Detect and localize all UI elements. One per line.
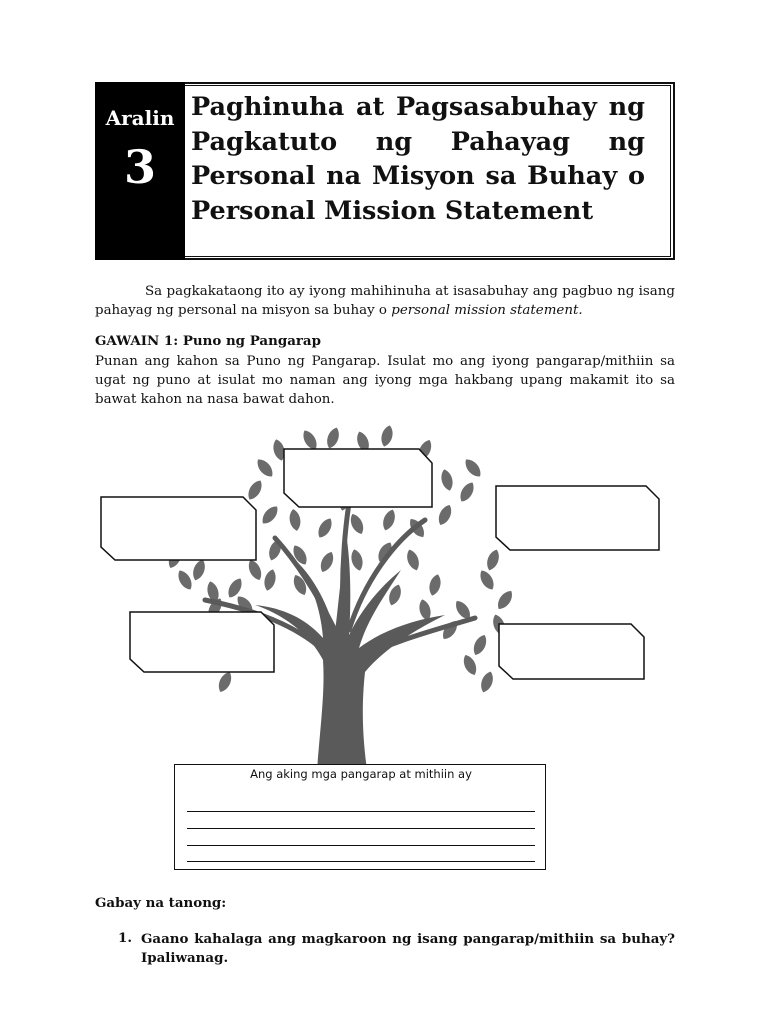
leaf-box-upper-left[interactable] (101, 497, 256, 560)
leaf-shape (259, 503, 281, 527)
leaf-shape (471, 633, 490, 657)
leaf-shape (427, 573, 443, 597)
leaf-shape (349, 548, 365, 572)
leaf-shape (245, 478, 265, 502)
leaf-shape (262, 568, 278, 592)
leaf-shape (461, 653, 480, 677)
leaf-shape (254, 456, 276, 480)
leaf-shape (225, 576, 245, 600)
leaf-shape (484, 548, 501, 572)
lesson-badge (95, 82, 185, 260)
leaf-shape (478, 670, 495, 694)
leaf-shape (315, 516, 335, 540)
activity-instructions: Punan ang kahon sa Puno ng Pangarap. Isulat mo ang iyong pangarap/mithiin sa ugat ng puno at isulat mo naman ang iyong mga hakbang upang makamit ito sa bawat kahon na nasa bawat dahon. (95, 354, 675, 407)
leaf-shape (457, 480, 477, 504)
leaf-shape (477, 568, 497, 592)
dream-answer-label: Ang aking mga pangarap at mithiin ay (250, 767, 472, 781)
tree-trunk (255, 540, 445, 770)
leaf-box-lower-left[interactable] (130, 612, 274, 672)
leaf-shape (379, 424, 395, 448)
intro-text: Sa pagkakataong ito ay iyong mahihinuha at isasabuhay ang pagbuo ng isang pahayag ng personal na misyon sa buhay o (95, 284, 675, 318)
leaf-shape (288, 508, 302, 531)
leaf-shape (494, 588, 515, 612)
leaf-shape (348, 512, 367, 536)
question-text: Gaano kahalaga ang magkaroon ng isang pangarap/mithiin sa buhay? Ipaliwanag. (141, 931, 675, 966)
leaf-shape (324, 426, 341, 450)
leaf-shape (380, 508, 397, 532)
lesson-number: 3 (123, 140, 156, 194)
leaf-box-lower-right[interactable] (499, 624, 644, 679)
leaf-shape (246, 558, 265, 582)
leaf-shape (404, 548, 421, 572)
lesson-title: Paghinuha at Pagsasabuhay ng Pagkatuto ng Pahayag ng Personal na Misyon sa Buhay o Personal Mission Statement (191, 92, 645, 226)
leaf-box-upper-right[interactable] (496, 486, 659, 550)
answer-line-4[interactable] (187, 861, 535, 862)
leaf-shape (190, 558, 207, 582)
activity-title: GAWAIN 1: Puno ng Pangarap (95, 333, 321, 349)
answer-line-3[interactable] (187, 845, 535, 846)
intro-italic-term: personal mission statement. (391, 303, 583, 318)
leaf-shape (462, 456, 484, 480)
lesson-header (95, 82, 675, 260)
leaf-box-top[interactable] (284, 449, 432, 507)
answer-line-2[interactable] (187, 828, 535, 829)
leaf-shape (175, 568, 195, 592)
leaf-shape (216, 670, 235, 694)
leaf-shape (318, 550, 337, 574)
dream-tree-diagram (95, 420, 675, 770)
lesson-label: Aralin (105, 106, 175, 130)
answer-line-1[interactable] (187, 811, 535, 812)
intro-paragraph (95, 282, 675, 320)
leaf-shape (439, 468, 455, 492)
guide-title: Gabay na tanong: (95, 895, 227, 911)
leaf-shape (436, 503, 455, 527)
question-number: 1. (118, 930, 132, 946)
dream-answer-box (174, 764, 546, 870)
